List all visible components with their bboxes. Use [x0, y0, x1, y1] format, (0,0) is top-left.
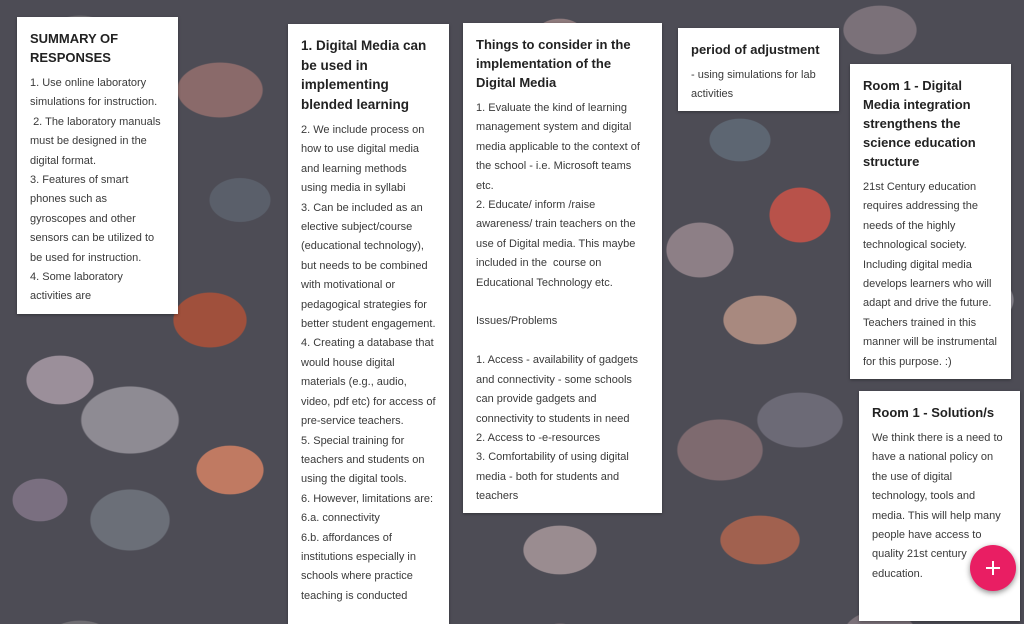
card-digital-media-blended-learning[interactable] [288, 24, 449, 624]
card-body: - using simulations for lab activities [691, 69, 819, 101]
add-post-button[interactable] [970, 545, 1016, 591]
card-things-to-consider[interactable] [463, 23, 662, 513]
card-period-of-adjustment[interactable] [678, 28, 839, 111]
card-title: Room 1 - Digital Media integration strengthens the science education structure [863, 78, 976, 169]
card-body: 2. We include process on how to use digital media and learning methods using media in syllabi 3. Can be included as an elective subject/course (educational technology), but needs to be combined with motivational or pedagogical strategies for better student engagement. 4. Creating a database that would house digital materials (e.g., audio, video, pdf etc) for access of pre-service teachers. 5. Special training for teachers and students on using the digital tools. 6. However, limitations are: 6.a. connectivity 6.b. affordances of institutions especially in schools where practice teaching is conducted [301, 124, 436, 602]
card-title: Things to consider in the implementation of the Digital Media [476, 37, 631, 90]
card-body: 1. Evaluate the kind of learning management system and digital media applicable to the context of the school - i.e. Microsoft teams etc. 2. Educate/ inform /raise awareness/ train teachers on the use of Digital media. This maybe included in the course on Educational Technology etc. Issues/Problems 1. Access - availability of gadgets and connectivity - some schools can provide gadgets and connectivity to students in need 2. Access to -e-resources 3. Comfortability of using digital media - both for students and teachers [476, 102, 640, 503]
card-title: period of adjustment [691, 42, 820, 57]
plus-icon [985, 560, 1001, 576]
card-title: SUMMARY OF RESPONSES [30, 31, 119, 65]
card-room1-digital-media-integration[interactable] [850, 64, 1011, 379]
card-body: 21st Century education requires addressing the needs of the highly technological society. Including digital media develops learners who will adapt and drive the future. Teachers trained in this manner will be instrumental for this purpose. :) [863, 181, 1000, 368]
card-summary-of-responses[interactable] [17, 17, 178, 314]
card-body: We think there is a need to have a national policy on the use of digital technology, tools and media. This will help many people have access to quality 21st century education. [872, 432, 1006, 580]
card-title: 1. Digital Media can be used in implementing blended learning [301, 38, 427, 112]
card-title: Room 1 - Solution/s [872, 405, 995, 420]
card-body: 1. Use online laboratory simulations for instruction. 2. The laboratory manuals must be designed in the digital format. 3. Features of smart phones such as gyroscopes and other sensors can be utilized to be used for instruction. 4. Some laboratory activities are [30, 77, 161, 303]
